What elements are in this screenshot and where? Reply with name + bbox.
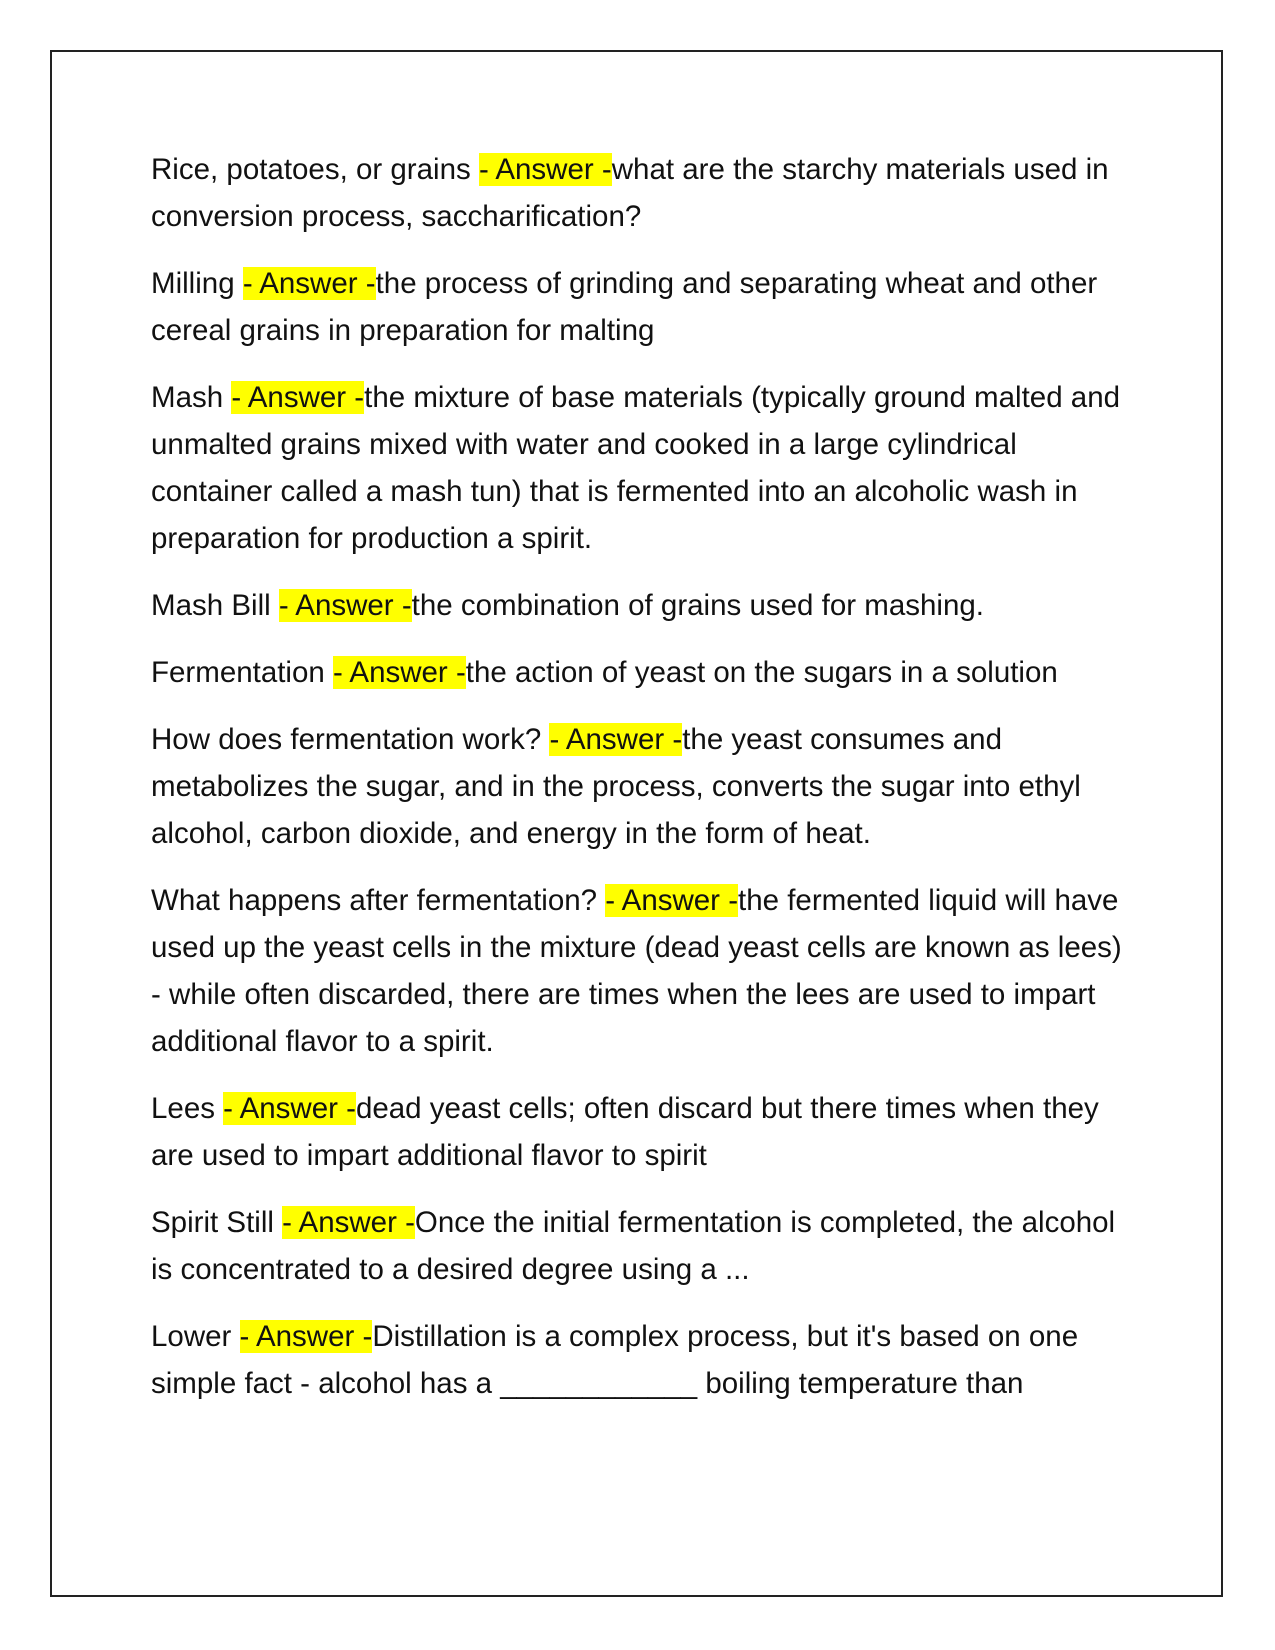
term: Lower: [151, 1320, 240, 1353]
definition: what are the starchy materials used in conversion process, saccharification?: [151, 153, 1109, 233]
answer-separator: - Answer -: [333, 656, 466, 689]
term: Lees: [151, 1092, 224, 1125]
flashcard-entry: [151, 649, 1131, 696]
term: How does fermentation work?: [151, 723, 550, 756]
flashcard-entry: [151, 877, 1131, 1065]
term: Milling: [151, 267, 243, 300]
answer-separator: - Answer -: [605, 884, 739, 917]
flashcard-list: [151, 146, 1131, 1427]
answer-separator: - Answer -: [223, 1092, 356, 1125]
answer-separator: - Answer -: [478, 153, 612, 186]
flashcard-entry: [151, 1085, 1131, 1179]
definition: the action of yeast on the sugars in a solution: [465, 656, 1058, 689]
term: What happens after fermentation?: [151, 884, 606, 917]
answer-separator: - Answer -: [549, 723, 683, 756]
flashcard-entry: [151, 716, 1131, 857]
flashcard-entry: [151, 582, 1131, 629]
definition: the mixture of base materials (typically ground malted and unmalted grains mixed with water and cooked in a large cylindrical container called a mash tun) that is fermented into an alcoholic wash in preparation for production a spirit.: [151, 381, 1121, 555]
definition: the yeast consumes and metabolizes the sugar, and in the process, converts the sugar into ethyl alcohol, carbon dioxide, and energy in the form of heat.: [151, 723, 1081, 850]
flashcard-entry: [151, 374, 1131, 562]
flashcard-entry: [151, 1199, 1131, 1293]
answer-separator: - Answer -: [242, 267, 376, 300]
definition: Distillation is a complex process, but it's based on one simple fact - alcohol has a ____________ boiling temperature than: [151, 1320, 1079, 1400]
flashcard-entry: [151, 1313, 1131, 1407]
term: Fermentation: [151, 656, 333, 689]
definition: the fermented liquid will have used up the yeast cells in the mixture (dead yeast cells are known as lees) - while often discarded, there are times when the lees are used to impart additional flavor to a spirit.: [151, 884, 1122, 1058]
definition: Once the initial fermentation is completed, the alcohol is concentrated to a desired degree using a ...: [151, 1206, 1116, 1286]
answer-separator: - Answer -: [239, 1320, 373, 1353]
term: Mash: [151, 381, 232, 414]
term: Rice, potatoes, or grains: [151, 153, 479, 186]
term: Spirit Still: [151, 1206, 283, 1239]
flashcard-entry: [151, 146, 1131, 240]
flashcard-entry: [151, 260, 1131, 354]
definition: dead yeast cells; often discard but there times when they are used to impart additional flavor to spirit: [151, 1092, 1099, 1172]
answer-separator: - Answer -: [231, 381, 365, 414]
definition: the combination of grains used for mashing.: [411, 589, 984, 622]
definition: the process of grinding and separating wheat and other cereal grains in preparation for malting: [151, 267, 1098, 347]
answer-separator: - Answer -: [282, 1206, 415, 1239]
term: Mash Bill: [151, 589, 279, 622]
answer-separator: - Answer -: [278, 589, 412, 622]
